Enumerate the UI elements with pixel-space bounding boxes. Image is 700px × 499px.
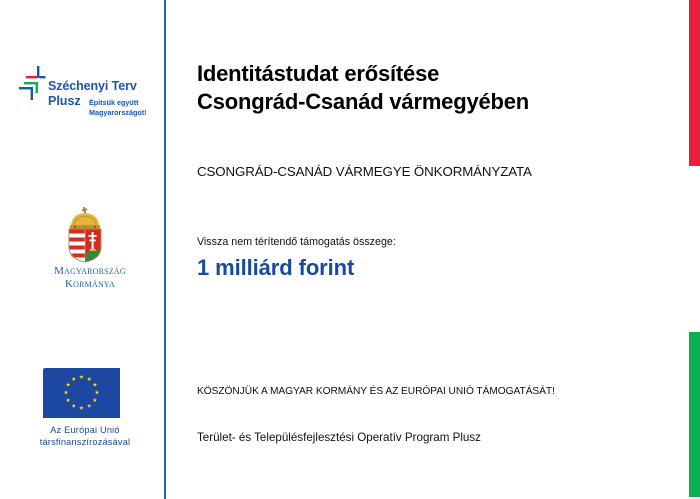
tagline-line1: Építsük együtt xyxy=(89,98,139,107)
eu-line1: Az Európai Unió xyxy=(50,425,120,435)
beneficiary-name: CSONGRÁD-CSANÁD VÁRMEGYE ÖNKORMÁNYZATA xyxy=(197,164,532,179)
tagline-line2: Magyarországot! xyxy=(89,108,147,117)
szechenyi-terv-logo xyxy=(18,64,158,120)
government-logo-text xyxy=(40,265,140,291)
thanks-message: KÖSZÖNJÜK A MAGYAR KORMÁNY ÉS AZ EURÓPAI UNIÓ TÁMOGATÁSÁT! xyxy=(197,386,555,397)
project-title-line1: Identitástudat erősítése xyxy=(197,61,440,86)
eu-cofinancing-text xyxy=(20,424,150,448)
government-line1: Magyarország xyxy=(54,265,126,277)
szechenyi-tagline xyxy=(89,98,147,118)
eu-flag-icon xyxy=(43,368,120,418)
hungarian-coat-of-arms-icon xyxy=(65,207,105,263)
eu-stars-icon xyxy=(43,368,120,418)
top-right-red-bar xyxy=(689,0,700,166)
szechenyi-cross-icon xyxy=(18,64,48,106)
grant-label: Vissza nem térítendő támogatás összege: xyxy=(197,236,396,248)
project-title xyxy=(197,60,529,116)
eu-line2: társfinanszírozásával xyxy=(39,437,131,447)
grant-amount: 1 milliárd forint xyxy=(197,255,355,280)
government-line2: Kormánya xyxy=(65,278,115,290)
project-title-line2: Csongrád-Csanád vármegyében xyxy=(197,89,530,114)
szechenyi-plusz: Plusz xyxy=(48,94,81,108)
program-name: Terület- és Településfejlesztési Operatív Program Plusz xyxy=(197,431,481,444)
szechenyi-title: Széchenyi Terv xyxy=(48,79,137,93)
vertical-divider xyxy=(164,0,166,499)
bottom-right-green-bar xyxy=(689,332,700,497)
